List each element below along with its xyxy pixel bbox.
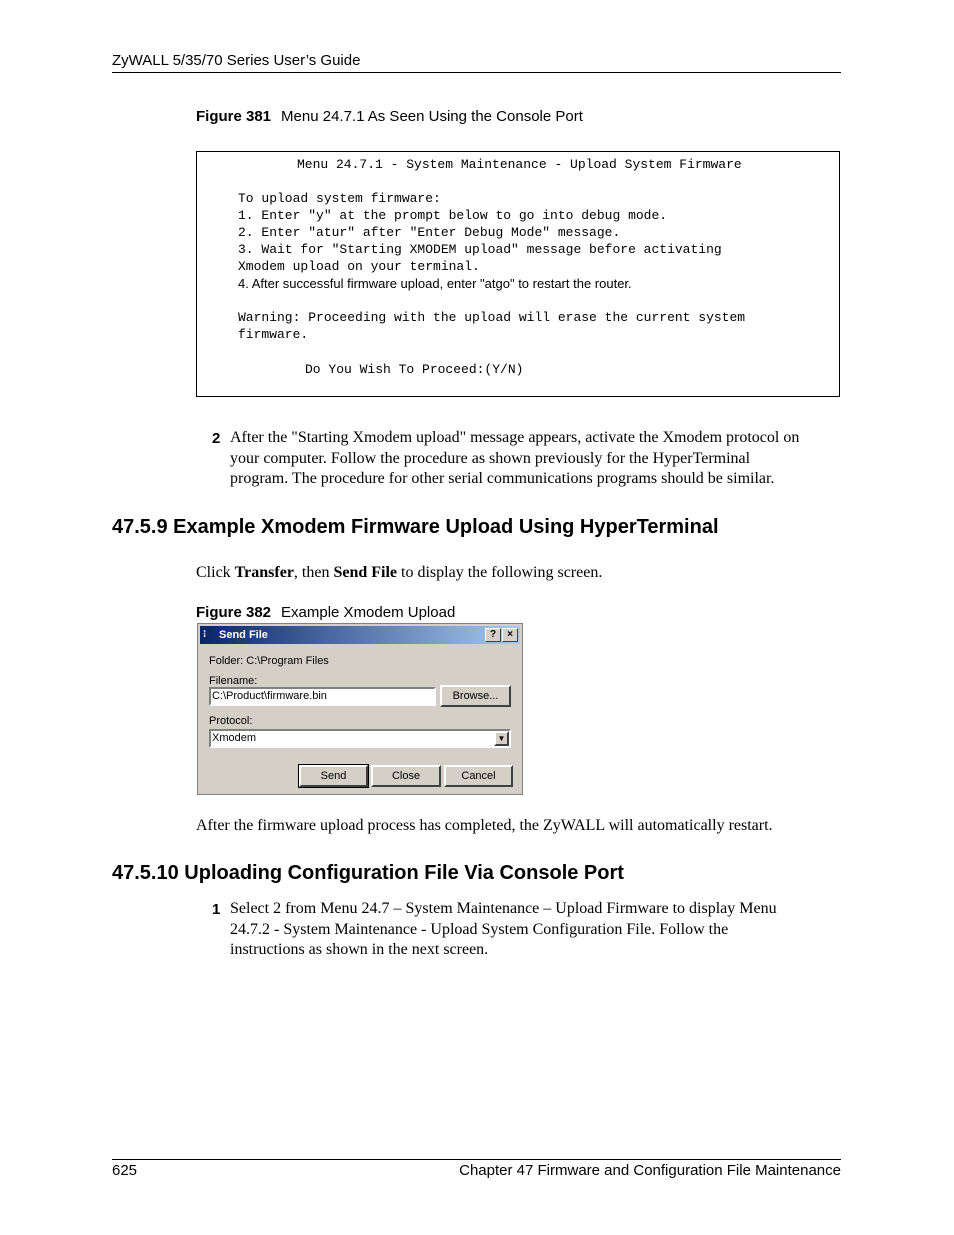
help-button[interactable]: ?: [485, 628, 501, 642]
step-2-line: After the "Starting Xmodem upload" message appears, activate the Xmodem protocol on: [230, 429, 800, 446]
after-upload-paragraph: After the firmware upload process has completed, the ZyWALL will automatically restart.: [196, 817, 773, 834]
step-2-line: your computer. Follow the procedure as shown previously for the HyperTerminal: [230, 449, 751, 467]
app-icon: ⁝: [203, 629, 207, 640]
folder-label: Folder: C:\Program Files: [209, 655, 329, 667]
browse-button[interactable]: Browse...: [440, 685, 511, 707]
footer-rule: [112, 1159, 841, 1160]
running-header: ZyWALL 5/35/70 Series User’s Guide: [112, 52, 361, 69]
section-47-5-10-heading: 47.5.10 Uploading Configuration File Via Console Port: [112, 862, 624, 884]
send-file-dialog: [197, 623, 523, 795]
figure-382-caption: [196, 604, 455, 621]
figure-381-caption: [196, 108, 583, 125]
dialog-titlebar[interactable]: [200, 626, 520, 644]
step-1-line: instructions as shown in the next screen.: [230, 941, 489, 958]
step-1-line: Select 2 from Menu 24.7 – System Maintenance – Upload Firmware to display Menu: [230, 900, 777, 917]
protocol-select[interactable]: [209, 729, 511, 748]
step-2-text: [230, 428, 850, 490]
send-file-term: Send File: [333, 564, 398, 581]
console-line: 3. Wait for "Starting XMODEM upload" message before activating: [238, 242, 722, 257]
close-button[interactable]: Close: [371, 765, 441, 787]
click-suffix: to display the following screen.: [397, 564, 603, 581]
console-line: To upload system firmware:: [238, 191, 441, 206]
step-2-line: program. The procedure for other serial communications programs should be similar.: [230, 470, 775, 487]
console-line: 1. Enter "y" at the prompt below to go into debug mode.: [238, 208, 668, 223]
figure-382-label: Figure 382: [196, 604, 272, 621]
protocol-value: Xmodem: [212, 732, 257, 744]
transfer-term: Transfer: [234, 564, 294, 581]
cancel-button[interactable]: Cancel: [444, 765, 513, 787]
console-line: 2. Enter "atur" after "Enter Debug Mode" message.: [238, 225, 621, 240]
step-1-text: [230, 899, 850, 961]
console-prompt: Do You Wish To Proceed:(Y/N): [305, 362, 524, 377]
protocol-label: Protocol:: [209, 715, 253, 727]
section-47-5-9-heading: 47.5.9 Example Xmodem Firmware Upload Using HyperTerminal: [112, 516, 719, 538]
click-prefix: Click: [196, 564, 235, 581]
click-transfer-paragraph: [196, 563, 602, 584]
filename-input[interactable]: C:\Product\firmware.bin: [209, 687, 436, 706]
dialog-title: Send File: [219, 629, 268, 641]
console-line: firmware.: [238, 327, 309, 342]
send-button[interactable]: Send: [299, 765, 368, 787]
close-window-button[interactable]: ×: [502, 628, 518, 642]
figure-381-caption-text: Menu 24.7.1 As Seen Using the Console Port: [281, 108, 583, 125]
step-1-line: 24.7.2 - System Maintenance - Upload System Configuration File. Follow the: [230, 920, 729, 938]
chapter-footer: Chapter 47 Firmware and Configuration File Maintenance: [459, 1162, 841, 1179]
chevron-down-icon[interactable]: ▼: [494, 731, 509, 746]
console-warning: Warning: Proceeding with the upload will erase the current system: [238, 310, 746, 325]
step-2-number: 2: [212, 430, 221, 447]
figure-382-caption-text: Example Xmodem Upload: [281, 604, 456, 621]
console-menu-title: Menu 24.7.1 - System Maintenance - Upload System Firmware: [297, 157, 742, 172]
console-line: 4. After successful firmware upload, enter "atgo" to restart the router.: [238, 276, 632, 291]
filename-label: Filename:: [209, 675, 258, 687]
console-line: Xmodem upload on your terminal.: [238, 259, 480, 274]
step-1-number: 1: [212, 901, 221, 918]
figure-381-label: Figure 381: [196, 108, 272, 125]
page-number: 625: [112, 1162, 138, 1179]
click-mid: , then: [293, 564, 334, 581]
header-rule: [112, 72, 841, 73]
console-screen: [196, 151, 840, 397]
